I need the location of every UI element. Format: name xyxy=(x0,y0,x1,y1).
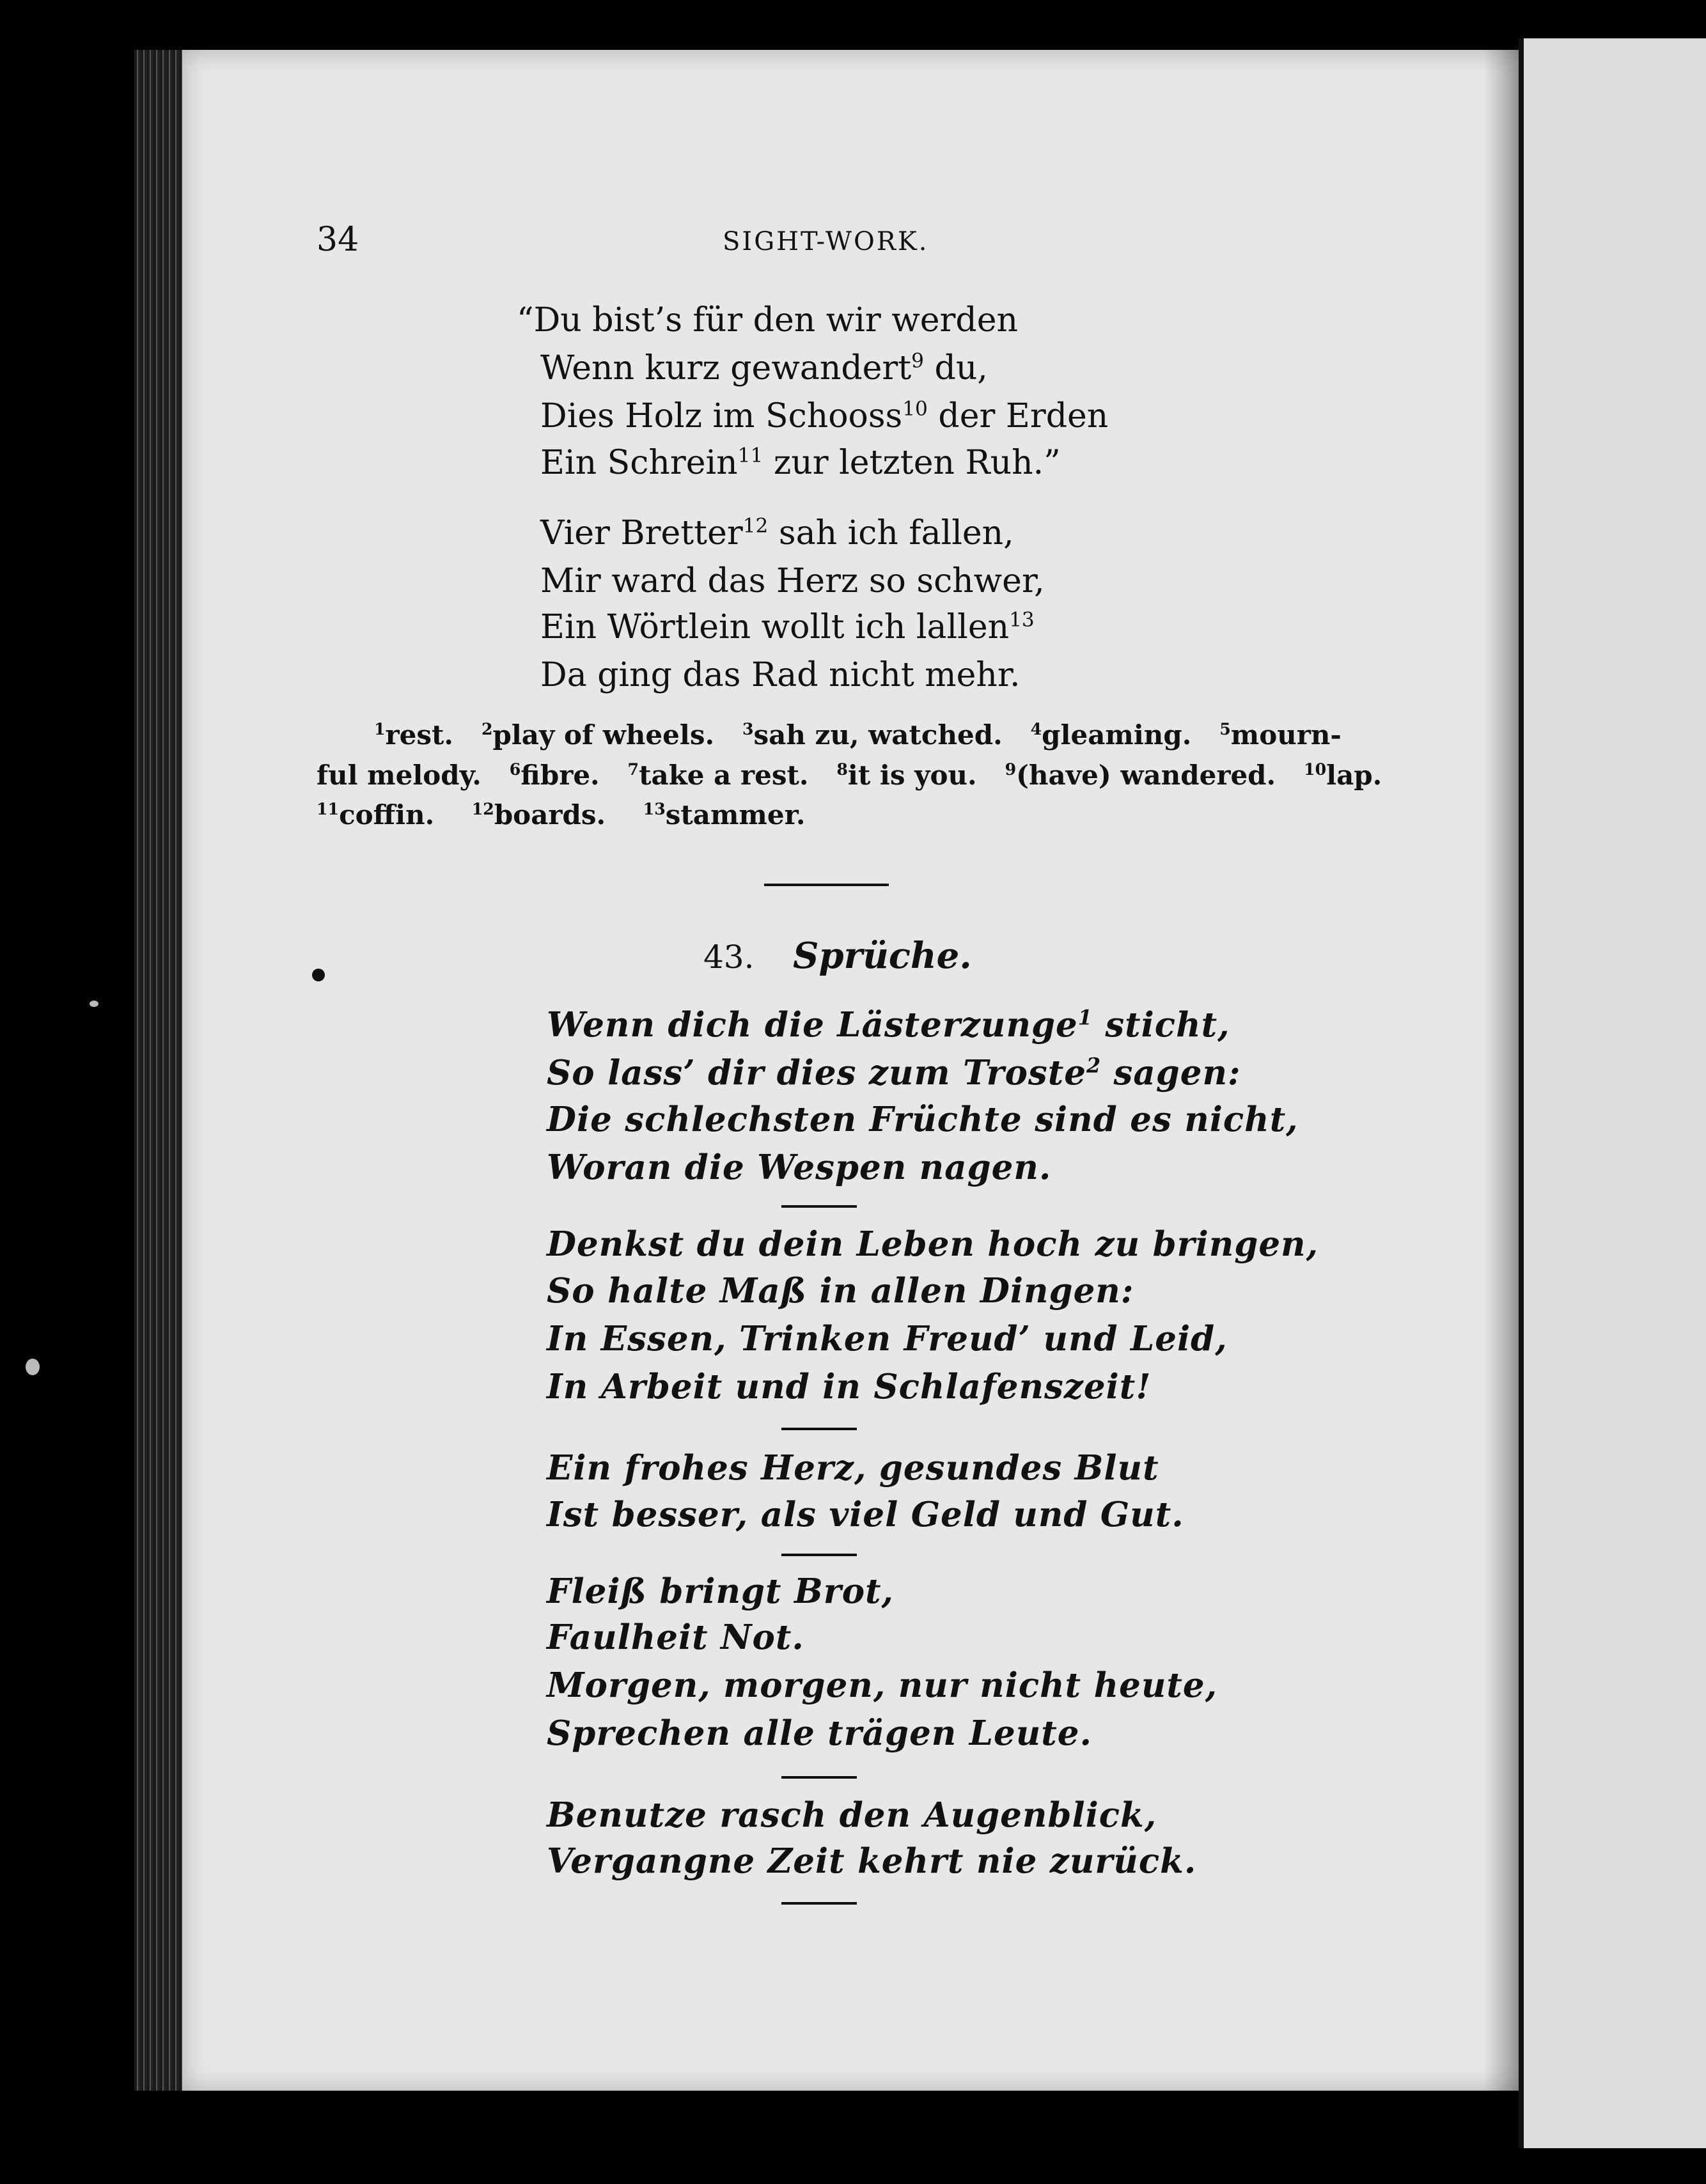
footnote-marker: 13 xyxy=(1009,608,1035,632)
verse-text: Dies Holz im Schooss xyxy=(540,397,903,435)
verse-text: “Du bist’s für den wir werden xyxy=(517,301,1018,339)
saying-divider xyxy=(781,1205,857,1208)
saying-line xyxy=(547,1841,1196,1881)
footnote-marker: 1 xyxy=(1077,1006,1093,1030)
saying-line xyxy=(547,1618,804,1657)
footnote-text: gleaming. xyxy=(1042,719,1192,751)
verse-text: Ein Wörtlein wollt ich lallen xyxy=(540,608,1010,646)
page-stack-edge xyxy=(134,50,182,2091)
saying-line xyxy=(547,1367,1152,1407)
footnote-number: 3 xyxy=(742,719,754,738)
verse-text: Ein Schrein xyxy=(540,444,738,482)
footnote-number: 2 xyxy=(481,719,493,738)
footnote-text: rest. xyxy=(385,719,454,751)
saying-line xyxy=(547,1665,1217,1705)
footnote-number: 12 xyxy=(471,799,494,818)
verse-text: Vier Bretter xyxy=(540,514,743,552)
saying-text: Wenn dich die Lästerzunge xyxy=(547,1005,1078,1045)
footnote-number: 10 xyxy=(1304,760,1327,779)
footnote-line xyxy=(374,719,1342,751)
footnote-text: it is you. xyxy=(847,760,977,791)
footnote-text: play of wheels. xyxy=(492,719,715,751)
footnote-line xyxy=(317,799,806,831)
verse-text: zur letzten Ruh.” xyxy=(763,444,1061,482)
saying-line xyxy=(547,1148,1051,1187)
saying-text: In Essen, Trinken Freud’ und Leid, xyxy=(547,1319,1228,1359)
verse-line xyxy=(540,446,1061,480)
saying-text: Die schlechsten Früchte sind es nicht, xyxy=(547,1100,1299,1139)
verse-text: Da ging das Rad nicht mehr. xyxy=(540,656,1021,694)
section-number: 43. xyxy=(703,939,755,976)
saying-divider xyxy=(781,1428,857,1430)
footnote-number: 7 xyxy=(627,760,639,779)
verse-text: Wenn kurz gewandert xyxy=(540,349,912,387)
facing-page-edge xyxy=(1519,38,1706,2148)
verse-text: Mir ward das Herz so schwer, xyxy=(540,562,1045,600)
saying-line xyxy=(547,1713,1092,1753)
saying-line xyxy=(547,1271,1134,1311)
saying-divider xyxy=(781,1902,857,1905)
saying-text: Denkst du dein Leben hoch zu bringen, xyxy=(547,1224,1319,1264)
section-divider xyxy=(764,884,889,886)
footnote-text: ful melody. xyxy=(317,760,481,791)
saying-text: Ist besser, als viel Geld und Gut. xyxy=(547,1495,1184,1534)
saying-text: So lass’ dir dies zum Troste xyxy=(547,1053,1086,1093)
saying-text: Faulheit Not. xyxy=(547,1618,804,1657)
footnote-number: 13 xyxy=(643,799,666,818)
saying-line xyxy=(547,1448,1159,1488)
saying-text: sticht, xyxy=(1092,1005,1230,1045)
footnote-marker: 9 xyxy=(911,349,924,373)
section-title: Sprüche. xyxy=(793,935,972,977)
footnote-marker: 11 xyxy=(737,444,763,467)
footnote-text: sah zu, watched. xyxy=(753,719,1003,751)
footnote-text: fibre. xyxy=(520,760,600,791)
footnote-line xyxy=(317,760,1382,791)
saying-line xyxy=(547,1100,1299,1139)
saying-divider xyxy=(781,1776,857,1779)
verse-text: sah ich fallen, xyxy=(768,514,1014,552)
saying-text: Sprechen alle trägen Leute. xyxy=(547,1713,1092,1753)
saying-text: So halte Maß in allen Dingen: xyxy=(547,1271,1134,1311)
verse-line xyxy=(540,349,988,387)
saying-line xyxy=(547,1572,894,1611)
verse-line xyxy=(517,301,1018,339)
footnote-text: boards. xyxy=(494,799,606,831)
saying-text: Benutze rasch den Augenblick, xyxy=(547,1795,1157,1835)
footnote-text: lap. xyxy=(1326,760,1382,791)
footnote-marker: 2 xyxy=(1086,1054,1102,1078)
saying-text: In Arbeit und in Schlafenszeit! xyxy=(547,1367,1152,1407)
verse-text: du, xyxy=(924,349,988,387)
saying-line xyxy=(547,1005,1230,1045)
scan-speck xyxy=(26,1359,40,1375)
footnote-number: 9 xyxy=(1005,760,1017,779)
footnote-marker: 12 xyxy=(742,514,769,538)
footnote-number: 1 xyxy=(374,719,386,738)
verse-line xyxy=(540,514,1014,552)
verse-text: der Erden xyxy=(927,397,1109,435)
footnote-number: 6 xyxy=(509,760,521,779)
footnote-marker: 10 xyxy=(902,397,928,421)
scan-speck xyxy=(312,969,325,981)
footnote-text: coffin. xyxy=(339,799,435,831)
saying-line xyxy=(547,1795,1157,1835)
footnote-number: 4 xyxy=(1030,719,1042,738)
footnote-number: 8 xyxy=(836,760,848,779)
footnote-text: stammer. xyxy=(665,799,806,831)
page-number: 34 xyxy=(317,221,359,259)
saying-text: Fleiß bringt Brot, xyxy=(547,1572,894,1611)
footnote-text: mourn- xyxy=(1230,719,1342,751)
saying-text: Morgen, morgen, nur nicht heute, xyxy=(547,1665,1218,1705)
saying-text: Ein frohes Herz, gesundes Blut xyxy=(547,1448,1159,1488)
saying-text: sagen: xyxy=(1101,1053,1241,1093)
footnote-number: 11 xyxy=(317,799,340,818)
footnote-number: 5 xyxy=(1219,719,1231,738)
footnote-text: (have) wandered. xyxy=(1016,760,1276,791)
verse-line xyxy=(540,397,1109,435)
saying-text: Woran die Wespen nagen. xyxy=(547,1148,1052,1187)
verse-line xyxy=(540,608,1035,646)
saying-line xyxy=(547,1224,1319,1264)
saying-text: Vergangne Zeit kehrt nie zurück. xyxy=(547,1841,1197,1881)
saying-line xyxy=(547,1495,1184,1534)
running-head: SIGHT-WORK. xyxy=(723,227,929,256)
saying-line xyxy=(547,1053,1241,1093)
verse-line xyxy=(540,562,1045,600)
verse-line xyxy=(540,656,1021,694)
footnote-text: take a rest. xyxy=(639,760,809,791)
scan-speck xyxy=(90,1001,98,1007)
saying-divider xyxy=(781,1554,857,1556)
binding-shadow xyxy=(1483,50,1522,2091)
saying-line xyxy=(547,1319,1228,1359)
